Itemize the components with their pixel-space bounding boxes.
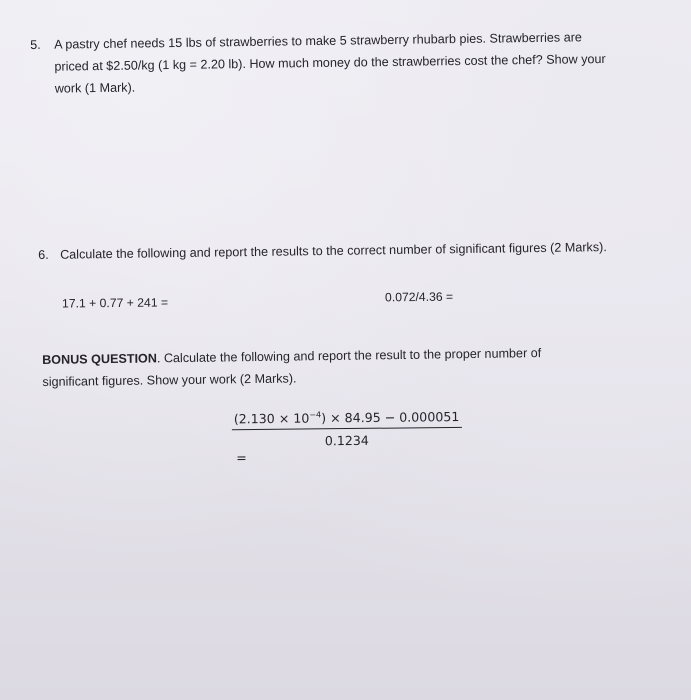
calculation-division: 0.072/4.36 = bbox=[384, 289, 454, 305]
formula-exponent: −4 bbox=[309, 410, 322, 420]
bonus-question bbox=[42, 341, 643, 393]
question-5-line-3: work (1 Mark). bbox=[54, 80, 136, 96]
bonus-line-1-text: . Calculate the following and report the result to the proper number of bbox=[156, 346, 542, 366]
formula-numerator-pre: (2.130 × 10 bbox=[233, 410, 310, 427]
bonus-formula bbox=[232, 409, 473, 466]
question-6 bbox=[38, 235, 658, 266]
formula-numerator bbox=[232, 409, 462, 431]
question-5-line-2: priced at $2.50/kg (1 kg = 2.20 lb). How much money do the strawberries cost the chef? Show your bbox=[54, 51, 606, 74]
formula-denominator: 0.1234 bbox=[324, 433, 369, 449]
question-6-number: 6. bbox=[38, 247, 49, 262]
formula-equals: = bbox=[236, 450, 247, 466]
bonus-line-2: significant figures. Show your work (2 Marks). bbox=[42, 371, 297, 389]
question-5 bbox=[30, 25, 641, 100]
calculation-sum: 17.1 + 0.77 + 241 = bbox=[61, 295, 169, 311]
question-5-line-1: A pastry chef needs 15 lbs of strawberries to make 5 strawberry rhubarb pies. Strawberries are bbox=[54, 30, 582, 52]
question-5-number: 5. bbox=[30, 37, 41, 52]
formula-fraction bbox=[232, 409, 462, 450]
formula-numerator-post: ) × 84.95 − 0.000051 bbox=[321, 409, 460, 426]
bonus-heading: BONUS QUESTION bbox=[42, 351, 158, 367]
question-6-text: Calculate the following and report the results to the correct number of significant figures (2 Marks). bbox=[60, 240, 607, 262]
